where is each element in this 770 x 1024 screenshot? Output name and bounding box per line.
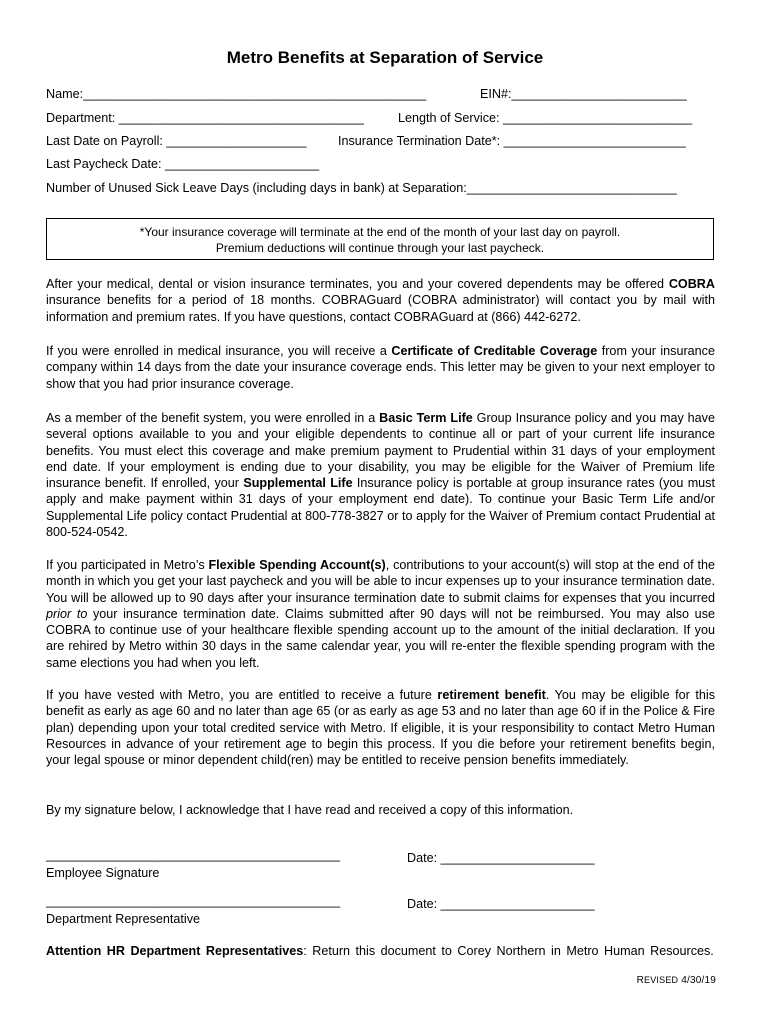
p5-bold: retirement benefit (437, 688, 546, 702)
row-sick-leave (46, 181, 716, 195)
p1-text-a: After your medical, dental or vision insurance terminates, you and your covered dependents may be offered (46, 277, 669, 291)
p3-text-a: As a member of the benefit system, you were enrolled in a (46, 411, 380, 425)
attention-bold: Attention HR Department Representatives (46, 944, 304, 958)
employee-date-field[interactable]: Date: ______________________ (407, 851, 595, 865)
notice-line-2: Premium deductions will continue through your last paycheck. (215, 241, 545, 255)
p3-bold-2: Supplemental Life (243, 476, 353, 491)
attention-text: : Return this document to Corey Northern in Metro Human Resources. (303, 944, 714, 958)
form-title: Metro Benefits at Separation of Service (226, 48, 544, 67)
p2-bold: Certificate of Creditable Coverage (391, 344, 598, 358)
p4-text-c: your insurance termination date. Claims submitted after 90 days will not be reimbursed. You may also use COBRA to continue use of your healthcare flexible spending account up to the amount of the initial declaration. If you are rehired by Metro within 30 days in the same calendar year, you will re-enter the flexible spending program with the same elections you had when you left. (46, 606, 715, 670)
paragraph-acknowledgement: By my signature below, I acknowledge that I have read and received a copy of this information. (46, 803, 574, 817)
paragraph-creditable-coverage (46, 343, 715, 392)
row-name-ein (46, 87, 716, 101)
department-field[interactable]: Department: ___________________________________ (46, 111, 364, 125)
insurance-notice-box (46, 218, 714, 260)
row-department-service (46, 111, 716, 125)
department-signature-label: Department Representative (46, 912, 201, 926)
p5-text-b: . You may be eligible for this benefit as early as age 60 and no later than age 65 (or as early as age 53 and no later than age 60 if in the Police & Fire plan) depending upon your total credited service with Metro. If eligible, it is your responsibility to contact Metro Human Resources in advance of your retirement age to begin this process. If you die before your retirement benefits begin, your legal spouse or minor dependent child(ren) may be entitled to receive pension benefits immediately. (46, 688, 716, 768)
department-signature-line[interactable]: __________________________________________ (46, 894, 341, 908)
employee-signature-label: Employee Signature (46, 866, 160, 880)
notice-line-1: *Your insurance coverage will terminate at the end of the month of your last day on payroll. (139, 225, 621, 239)
ein-field[interactable]: EIN#:_________________________ (480, 87, 687, 101)
p5-text-a: If you have vested with Metro, you are entitled to receive a future (46, 688, 438, 702)
p4-text-a: If you participated in Metro’s (46, 558, 209, 572)
revision-date (637, 975, 716, 986)
p4-italic: prior to (46, 606, 88, 621)
paragraph-life-insurance (46, 410, 715, 540)
last-paycheck-field[interactable]: Last Paycheck Date: ______________________ (46, 157, 320, 171)
revised-date-value: 4/30/19 (678, 975, 716, 986)
paragraph-cobra (46, 276, 715, 325)
name-field[interactable]: Name:_________________________________________________ (46, 87, 427, 101)
length-of-service-field[interactable]: Length of Service: ___________________________ (398, 111, 693, 125)
unused-sick-leave-field[interactable]: Number of Unused Sick Leave Days (including days in bank) at Separation:______________________________ (46, 181, 677, 195)
row-payroll-termination (46, 134, 716, 148)
department-date-field[interactable]: Date: ______________________ (407, 897, 595, 911)
p4-text-b: , contributions to your account(s) will stop at the end of the month in which you get your last paycheck and you will be able to incur expenses up to your insurance termination date. You will be allowed up to 90 days after your insurance termination date to submit claims for expenses that you incurred (46, 558, 715, 605)
paragraph-flexible-spending (46, 557, 715, 671)
p3-text-c: Insurance policy is portable at group insurance rates (you must apply and make payment within 31 days of your employment end date). To continue your Basic Term Life and/or Supplemental Life policy contact Prudential at 800-778-3827 or to apply for the Waiver of Premium contact Prudential at 800-524-0542. (46, 476, 715, 540)
p2-text-b: from your insurance company within 14 days from the date your insurance coverage ends. This letter may be given to your next employer to show that you had prior insurance coverage. (46, 344, 715, 391)
p1-text-b: insurance benefits for a period of 18 months. COBRAGuard (COBRA administrator) will contact you by mail with information and premium rates. If you have questions, contact COBRAGuard at (866) 442-6272. (46, 293, 715, 324)
insurance-termination-field[interactable]: Insurance Termination Date*: __________________________ (338, 134, 686, 148)
p1-bold: COBRA (668, 277, 715, 291)
p3-bold-1: Basic Term Life (379, 411, 473, 425)
row-last-paycheck (46, 157, 716, 171)
employee-signature-line[interactable]: __________________________________________ (46, 848, 341, 862)
revised-initial: R (636, 975, 645, 986)
attention-hr-note (46, 943, 715, 959)
p2-text-a: If you were enrolled in medical insurance, you will receive a (46, 344, 392, 358)
revised-rest: EVISED (644, 975, 679, 985)
p3-text-b: Group Insurance policy and you may have several options available to you and your eligible dependents to continue all or part of your current life insurance benefits. You must elect this coverage and make premium payment to Prudential within 31 days of your employment end date. If your employment is ending due to your disability, you may be eligible for the Waiver of Premium life insurance benefit. If enrolled, your (46, 411, 715, 491)
last-date-payroll-field[interactable]: Last Date on Payroll: ____________________ (46, 134, 307, 148)
p4-bold: Flexible Spending Account(s) (208, 558, 386, 572)
paragraph-retirement (46, 687, 715, 768)
